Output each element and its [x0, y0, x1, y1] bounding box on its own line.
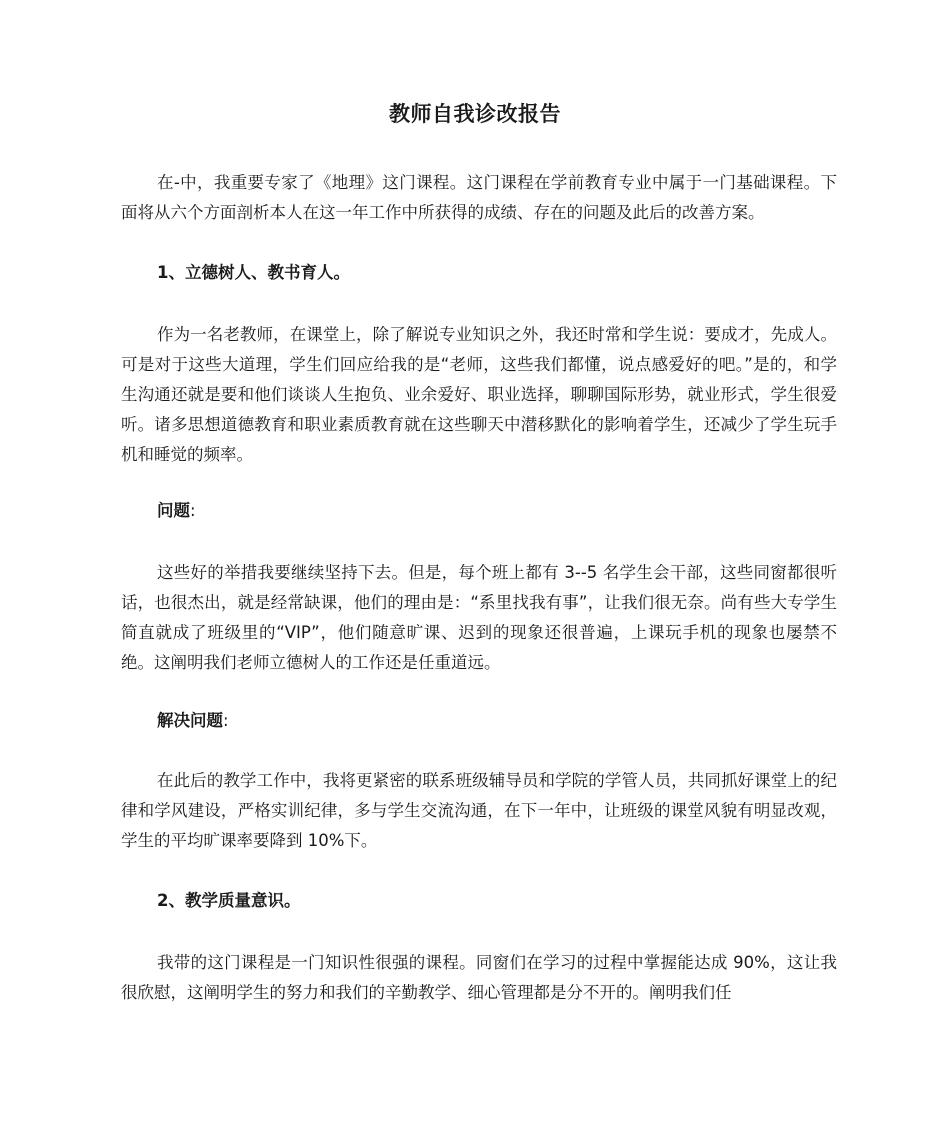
- problem-colon: :: [190, 501, 196, 520]
- section-2-body: 我带的这门课程是一门知识性很强的课程。同窗们在学习的过程中掌握能达成 90%，这让我很欣慰，这阐明学生的努力和我们的辛勤教学、细心管理都是分不开的。阐明我们任: [121, 953, 837, 1002]
- solution-colon: :: [223, 711, 229, 730]
- solution-heading: [157, 706, 837, 736]
- section-1-body: 作为一名老教师，在课堂上，除了解说专业知识之外，我还时常和学生说：要成才，先成人。可是对于这些大道理，学生们回应给我的是“老师，这些我们都懂，说点感爱好的吧。”是的，和学生沟通还就是要和他们谈谈人生抱负、业余爱好、职业选择，聊聊国际形势，就业形式，学生很爱听。诸多思想道德教育和职业素质教育就在这些聊天中潜移默化的影响着学生，还减少了学生玩手机和睡觉的频率。: [121, 325, 837, 464]
- section-2-heading: [157, 886, 837, 916]
- solution-paragraph: 在此后的教学工作中，我将更紧密的联系班级辅导员和学院的学管人员，共同抓好课堂上的纪律和学风建设，严格实训纪律，多与学生交流沟通，在下一年中，让班级的课堂风貌有明显改观，学生的平均旷课率要降到 10%下。: [121, 771, 837, 850]
- intro-paragraph: 在-中，我重要专家了《地理》这门课程。这门课程在学前教育专业中属于一门基础课程。下面将从六个方面剖析本人在这一年工作中所获得的成绩、存在的问题及此后的改善方案。: [121, 173, 837, 222]
- problem-paragraph: 这些好的举措我要继续坚持下去。但是，每个班上都有 3--5 名学生会干部，这些同窗都很听话，也很杰出，就是经常缺课，他们的理由是：“系里找我有事”，让我们很无奈。尚有些大专学生简直就成了班级里的“VIP”，他们随意旷课、迟到的现象还很普遍，上课玩手机的现象也屡禁不绝。这阐明我们老师立德树人的工作还是任重道远。: [121, 563, 837, 672]
- section-1-heading: [157, 258, 837, 288]
- section-1-heading-text: 1、立德树人、教书育人。: [157, 263, 350, 282]
- section-2-heading-text: 2、教学质量意识。: [157, 891, 301, 910]
- problem-label: 问题: [157, 501, 190, 520]
- problem-heading: [157, 496, 837, 526]
- solution-label: 解决问题: [157, 711, 223, 730]
- document-title: 教师自我诊改报告: [389, 102, 561, 126]
